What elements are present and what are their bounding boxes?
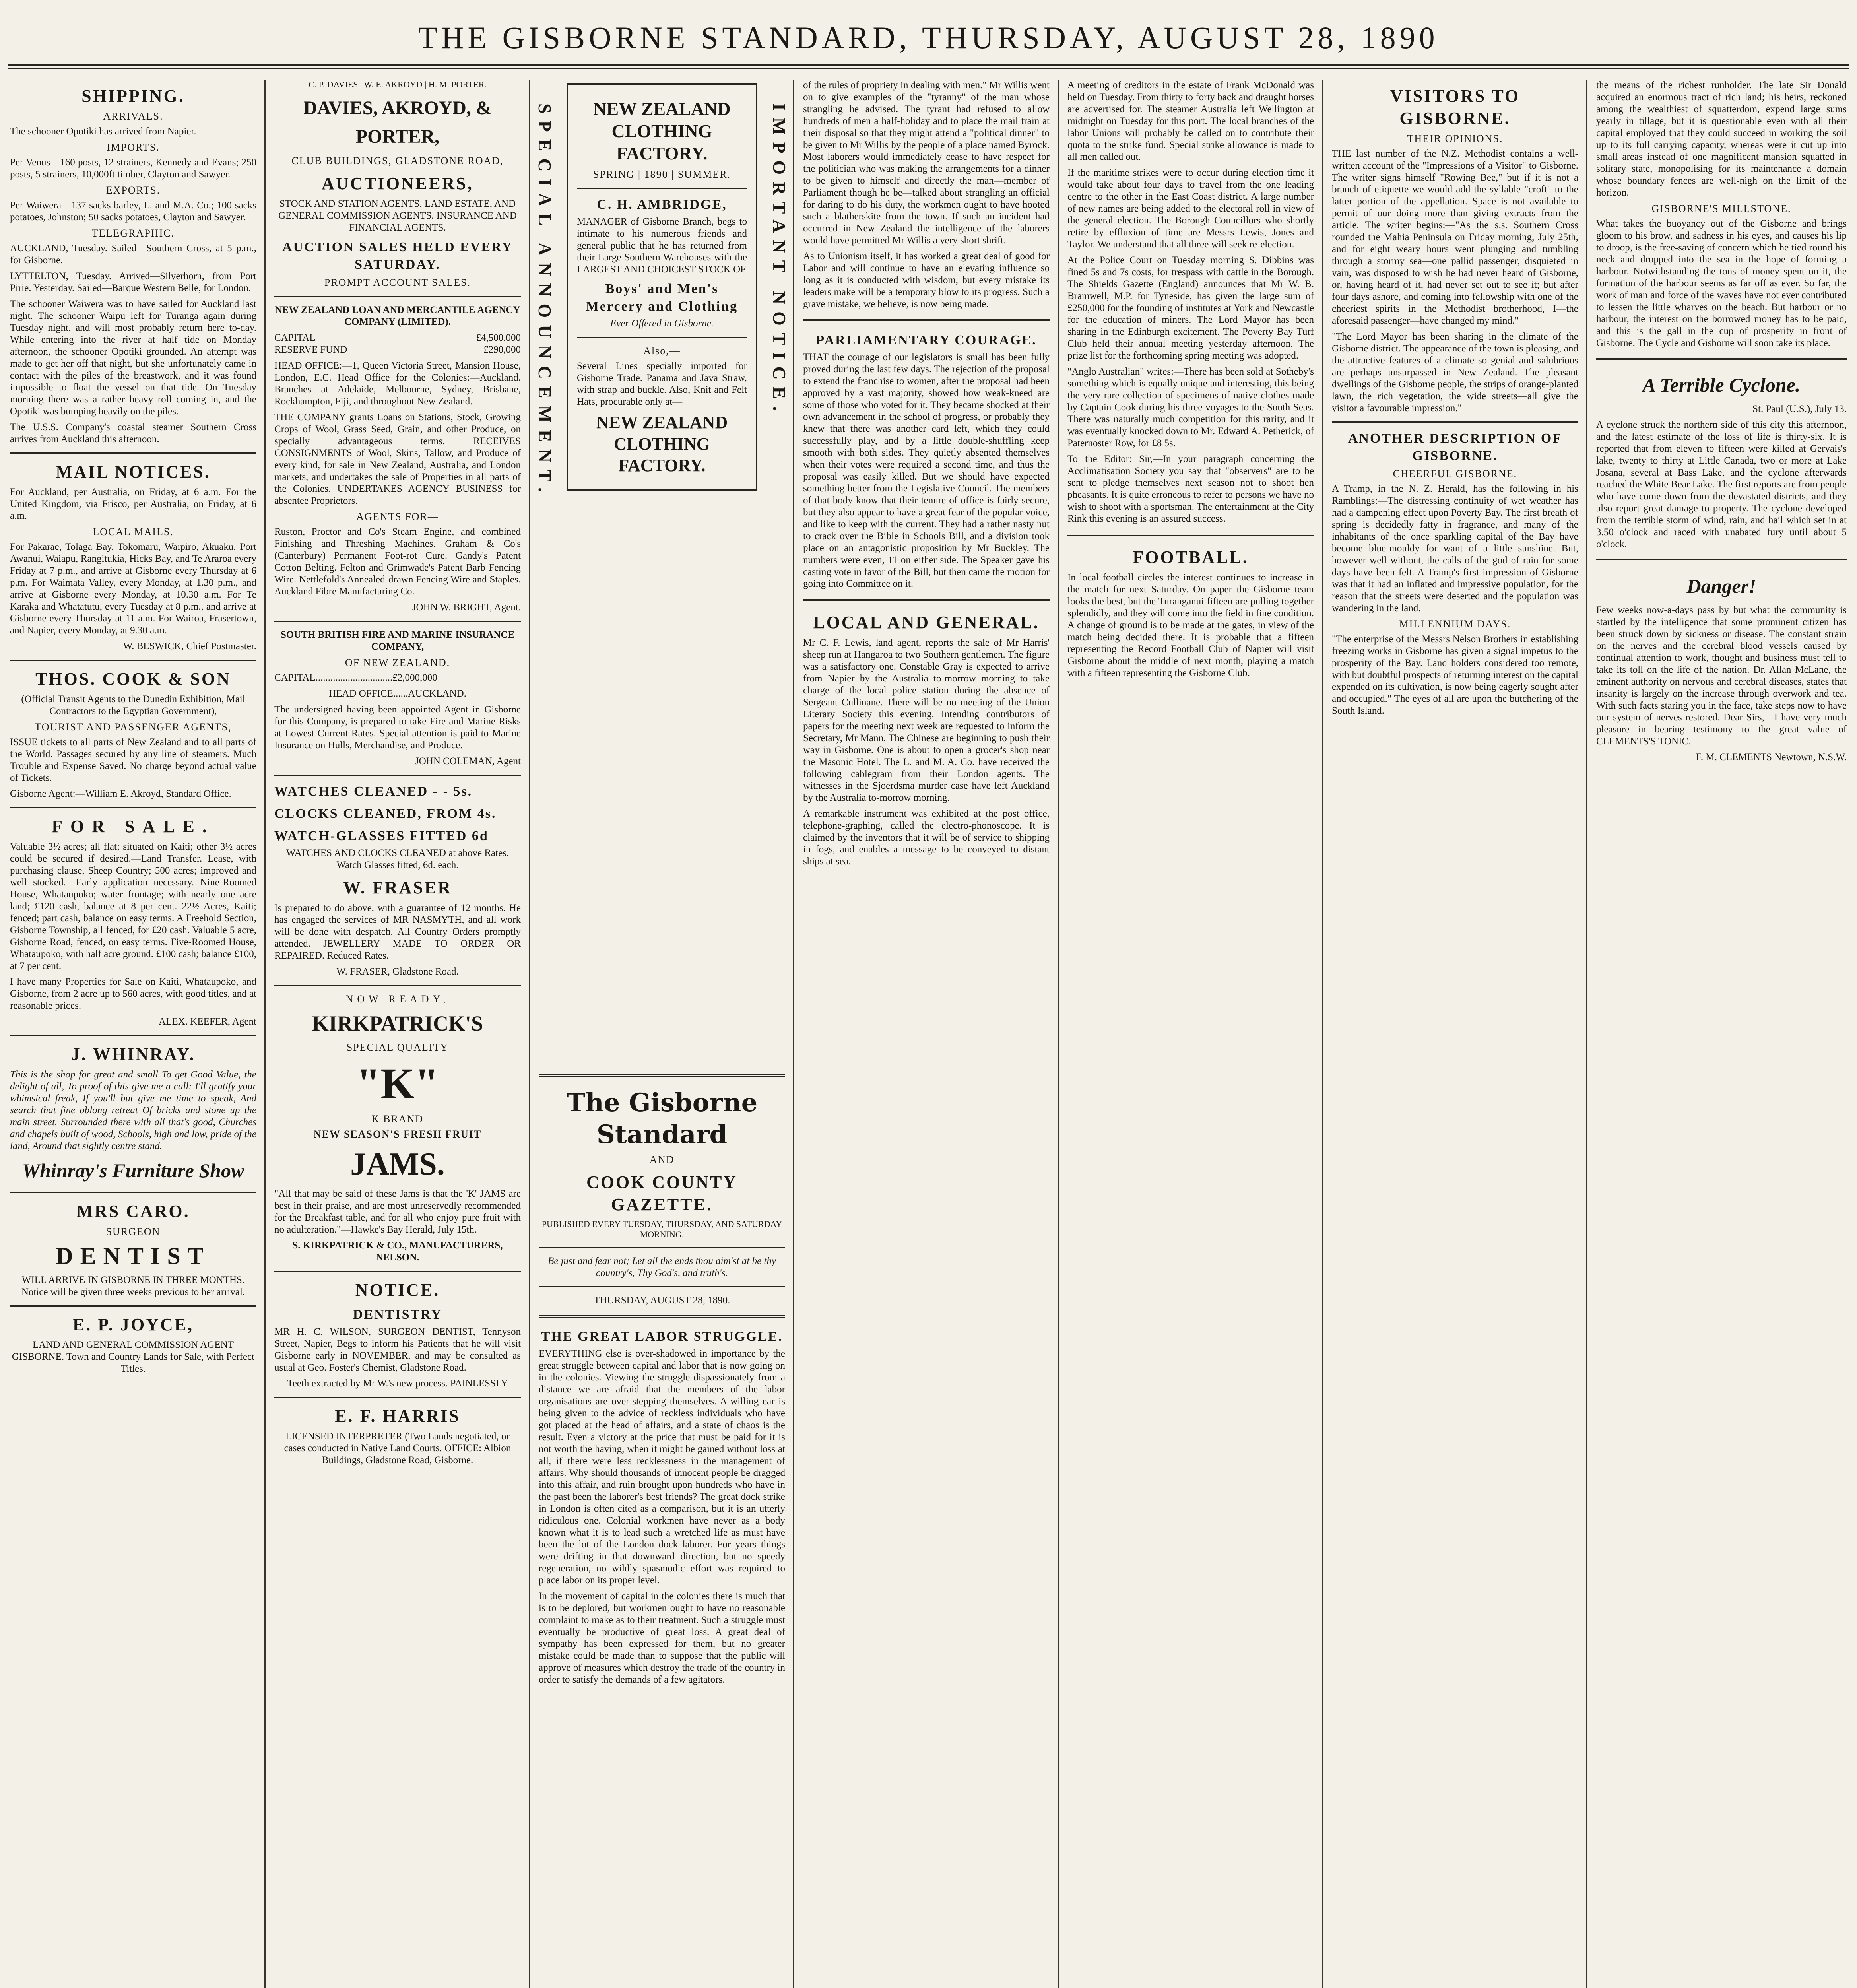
separator — [539, 1315, 785, 1319]
separator — [539, 1247, 785, 1248]
separator — [1067, 534, 1314, 538]
local-continued-4: "Anglo Australian" writes:—There has been sold at Sotheby's something which is equally unique and interesting, this being the very rare collection of specimens of native clothes made by Captain Cook during his three voyages to the South Seas. There was naturally much competition for this rarity, and it was eventually knocked down to Mr. Edward A. Petherick, of Paternoster Row, for £8 5s. — [1067, 366, 1314, 448]
kirk-quote: "All that may be said of these Jams is that the 'K' JAMS are best in their praise, and are most unreservedly recommended for the Breakfast table, and for all who enjoy pure fruit with no adulteration."—Hawke's Bay Herald, July 15th. — [274, 1188, 521, 1235]
sbf-heading: SOUTH BRITISH FIRE AND MARINE INSURANCE COMPANY, — [280, 629, 515, 652]
separator — [803, 599, 1050, 603]
shipping-news-2: The U.S.S. Company's coastal steamer Southern Cross arrives from Auckland this afternoon. — [10, 422, 256, 445]
cheerful-heading: CHEERFUL GISBORNE. — [1393, 468, 1517, 480]
clothing-heading: NEW ZEALAND CLOTHING FACTORY. — [593, 99, 731, 163]
firm-prompt: PROMPT ACCOUNT SALES. — [324, 277, 471, 288]
arrivals-heading: ARRIVALS. — [103, 111, 163, 122]
dentist-fee: Teeth extracted by Mr W.'s new process. PAINLESSLY — [287, 1378, 508, 1389]
cook-heading: THOS. COOK & SON — [35, 669, 231, 689]
firm-text: STOCK AND STATION AGENTS, LAND ESTATE, AND GENERAL COMMISSION AGENTS. INSURANCE AND FINANCIAL AGENTS. — [278, 198, 517, 233]
column-7 — [1596, 80, 1847, 1988]
visitors-heading: VISITORS TO GISBORNE. — [1390, 86, 1520, 128]
watch-line-3: WATCH-GLASSES FITTED 6d — [274, 829, 489, 843]
cyclone-dateline: St. Paul (U.S.), July 13. — [1752, 404, 1847, 414]
sbf-capital: CAPITAL...............................£2,000,000 — [274, 672, 437, 683]
separator — [577, 337, 747, 338]
separator — [577, 188, 747, 189]
separator — [274, 1397, 521, 1398]
watch-text: WATCHES AND CLOCKS CLEANED at above Rates. Watch Glasses fitted, 6d. each. — [286, 848, 509, 870]
parliamentary-text: THAT the courage of our legislators is small has been fully proved during the last few days. The rejection of the proposal to extend the franchise to women, after the proposal had been approved by a vast majority, showed how weak-kneed are some of those who voted for it. They became shocked at their own advancement in the school of progress, or probably they knew that there was another card left, which they could successfully play, and by a little double-shuffling keep smooth with both sides. They quietly absented themselves when their votes were required a second time, and thus the proposal was easily killed. But we should have expected something better from the Legislative Council. The members of that body know that their tenure of office is fairly secure, but they also appear to have a great fear of the popular voice, and like to keep with the current. They had a rather nasty nut to crack over the Bible in Schools Bill, and a division took place on an antagonistic proposition by Mr Buckley. The numbers were even, 11 on either side. The Speaker gave his casting vote in favor of the Bill, but then came the motion for going into Committee on it. — [803, 352, 1050, 589]
column-divider — [529, 80, 530, 1988]
masthead-rule-thin — [8, 68, 1849, 69]
separator — [10, 1035, 256, 1036]
millennium-heading: MILLENNIUM DAYS. — [1399, 618, 1511, 630]
sbf-office: HEAD OFFICE......AUCKLAND. — [329, 688, 466, 699]
telegraphic-2: LYTTELTON, Tuesday. Arrived—Silverhorn, from Port Pirie. Yesterday. Sailed—Barque Western Belle, for London. — [10, 271, 256, 293]
paper-title: The Gisborne Standard — [566, 1088, 758, 1149]
millstone-text: What takes the buoyancy out of the Gisborne and brings gloom to his brow, and sadness in his eyes, and causes his lip to droop, is the free-saving of concern which he tied round his neck and dropped into the sea in the hope of forming a harbour. Notwithstanding the tons of money spent on it, the formation of the harbour seems as far off as ever. So far, the work of man and force of the waves have not ever contributed to lessen the little wharves on the beach. But harbour or no harbour, the interest on the borrowed money has to be paid, and this is the gall in the cup of prosperity in front of Gisborne. The Cycle and Gisborne will soon take its place. — [1596, 218, 1847, 348]
local-continued-3: At the Police Court on Tuesday morning S. Dibbins was fined 5s and 7s costs, for trespass with cattle in the Borough. The Shields Gazette (England) announces that Mr W. B. Bramwell, M.P. for Tyneside, has given the large sum of £250,000 for the founding of institutes at York and Newcastle for the education of miners. The Lord Mayor has been sharing in the Edinburgh excitement. The Poverty Bay Turf Club held their annual meeting yesterday afternoon. The prize list for the forthcoming spring meeting was adopted. — [1067, 255, 1314, 361]
kirk-maker: S. KIRKPATRICK & CO., MANUFACTURERS, NELSON. — [292, 1240, 503, 1263]
column-3 — [535, 80, 790, 1988]
exports-heading: EXPORTS. — [106, 184, 161, 196]
watch-line-2: CLOCKS CLEANED, FROM 4s. — [274, 806, 497, 821]
local-mails-text: For Pakarae, Tolaga Bay, Tokomaru, Waipiro, Akuaku, Port Awanui, Waiapu, Rangitukia, Hicks Bay, and Te Araroa every Friday at 7 p.m., and arrive at Gisborne every Thursday at 6 p.m. For Waimata Valley, every Monday, at 1.30 p.m., and arrive at Gisborne every Monday, at 10.30 a.m. For Te Karaka and Whatatutu, every Tuesday at 8 p.m., and arrive at Gisborne every Thursday at 11 a.m. For Wairoa, Frasertown, and Napier, every Monday, at 9.30 a.m. — [10, 542, 256, 636]
column-6 — [1332, 80, 1578, 1988]
clothing-manager: C. H. AMBRIDGE, — [597, 197, 727, 212]
whinray-heading: J. WHINRAY. — [71, 1044, 196, 1064]
kirk-jams: JAMS. — [350, 1147, 445, 1182]
paper-date: THURSDAY, AUGUST 28, 1890. — [594, 1295, 730, 1306]
local-continued-5: To the Editor: Sir,—In your paragraph concerning the Acclimatisation Society you say that "observers" are to be sent to pledge themselves next season not to shoot hen pheasants. It is quite erroneous to refer to persons we have no wish to shoot with a sportsman. The entertainment at the City Rink this evening is an assured success. — [1067, 454, 1314, 524]
paper-and: AND — [649, 1154, 675, 1165]
millennium-text: "The enterprise of the Messrs Nelson Brothers in establishing freezing works in Gisborne has given a signal impetus to the prosperity of the Bay. Land holders considered too remote, with but doubtful prospects of returning interest on the capital expended on its cultivation, is now being eagerly sought after and occupied." The eyes of all are upon the butchering of the South Island. — [1332, 634, 1578, 716]
separator — [274, 985, 521, 986]
mail-heading: MAIL NOTICES. — [56, 462, 211, 481]
column-1 — [10, 80, 256, 1988]
football-text: In local football circles the interest continues to increase in the match for next Saturday. On paper the Gisborne team looks the best, but the Turanganui fifteen are pulling together splendidly, and they will come into the field in fine condition. A change of ground is to be made at the gates, in view of the match being decided there. It is probable that a fifteen representing the Record Football Club of Napier will visit Gisborne about the middle of next month, playing a match with a fifteen representing the Gisborne Club. — [1067, 572, 1314, 678]
another-description-heading: ANOTHER DESCRIPTION OF GISBORNE. — [1348, 431, 1562, 463]
local-general-heading: LOCAL AND GENERAL. — [813, 613, 1040, 632]
dentistry-heading: DENTISTRY — [353, 1307, 442, 1322]
firm-role: AUCTIONEERS, — [322, 174, 473, 193]
caro-heading: MRS CARO. — [76, 1202, 190, 1221]
visitors-text-2: "The Lord Mayor has been sharing in the climate of the Gisborne district. The appearance of the town is pleasing, and the attractive features of a climate so genial and salubrious are perhaps unsurpassed in New Zealand. The pleasant dwellings of the Gisborne people, the strips of orange-planted lawn, the rich vegetation, the wide streets—all give the visitor a favourable impression." — [1332, 331, 1578, 414]
reserve-label: RESERVE FUND — [274, 344, 347, 355]
fraser-heading: W. FRASER — [343, 878, 452, 897]
visitors-continued: the means of the richest runholder. The late Sir Donald acquired an enormous tract of rich land; his heirs, reckoned among the wealthiest of squatterdom, expend large sums yearly in tillage, but it is questionable even with all their capital employed that they could succeed in working the soil up to its full carrying capacity, whereas were it cut up into small areas instead of one magnificent mansion squatted in solitary state, monopolising for its maintenance a domain whose boundary fences are well-nigh on the limit of the horizon. — [1596, 80, 1847, 198]
parliamentary-heading: PARLIAMENTARY COURAGE. — [816, 333, 1037, 348]
fraser-text: Is prepared to do above, with a guarantee of 12 months. He has engaged the services of MR NASMYTH, and all work will be done with despatch. All Country Orders promptly attended. JEWELLERY MADE TO ORDER OR REPAIRED. Reduced Rates. — [274, 903, 521, 961]
clothing-offered: Ever Offered in Gisborne. — [610, 318, 714, 329]
capital-label: CAPITAL — [274, 332, 316, 343]
kirk-heading: KIRKPATRICK'S — [312, 1011, 483, 1035]
cook-subheading: (Official Transit Agents to the Dunedin Exhibition, Mail Contractors to the Egyptian Government), — [21, 694, 245, 716]
shipping-news: The schooner Waiwera was to have sailed for Auckland last night. The schooner Waipu left for Turanga again during Tuesday night, and will most probably return here to-day. While entering into the river at half tide on Monday afternoon, the schooner Opotiki grounded. An attempt was made to get her off that night, but she unfortunately came in contact with the piles of the breastwork, and it was found impossible to float the vessel on that tide. On Tuesday morning there was a rather heavy roll coming in, and the Opotiki was bumping heavily on the piles. — [10, 299, 256, 417]
masthead: THE GISBORNE STANDARD, THURSDAY, AUGUST 28, 1890 — [418, 20, 1439, 55]
harris-text: LICENSED INTERPRETER (Two Lands negotiated, or cases conducted in Native Land Courts. OFFICE: Albion Buildings, Gladstone Road, Gisborne. — [284, 1431, 511, 1466]
telegraphic-heading: TELEGRAPHIC. — [91, 227, 175, 239]
separator — [10, 452, 256, 454]
firm-address: CLUB BUILDINGS, GLADSTONE ROAD, — [291, 155, 504, 167]
imports-heading: IMPORTS. — [107, 142, 160, 153]
whinray-show: Whinray's Furniture Show — [22, 1159, 244, 1182]
danger-signature: F. M. CLEMENTS Newtown, N.S.W. — [1696, 752, 1847, 763]
struggle-text-2: In the movement of capital in the colonies there is much that is to be deplored, but workmen ought to have no reasonable complaint to make as to their treatment. Such a struggle must eventually be productive of great loss. A great deal of sympathy has been expressed for them, but no greater mistake could be made than to suppose that the public will approve of measures which destroy the trade of the country in order to satisfy the demands of a few agitators. — [539, 1591, 785, 1685]
nzl-capital-row — [274, 332, 521, 344]
opinions-heading: THEIR OPINIONS. — [1407, 133, 1503, 144]
column-divider — [264, 80, 266, 1988]
separator — [539, 1074, 785, 1078]
vertical-banner-left: SPECIAL ANNOUNCEMENT. — [535, 103, 555, 499]
arrivals-text: The schooner Opotiki has arrived from Napier. — [10, 126, 196, 137]
agents-heading: AGENTS FOR— — [356, 511, 439, 522]
clothing-ad-region — [535, 80, 790, 1066]
notice-heading: NOTICE. — [355, 1280, 440, 1300]
local-continued-2: If the maritime strikes were to occur during election time it would take about four days to travel from the one leading centre to the other in the East Coast district. A large number of new names are being added to the electoral roll in view of the general election. The Borough Councillors who shortly retire by effluxion of time are Messrs Lewis, Jones and Taylor. We understand that all three will seek re-election. — [1067, 167, 1314, 250]
nzl-text: HEAD OFFICE:—1, Queen Victoria Street, Mansion House, London, E.C. Head Office for the Colonies:—Auckland. Branches at Adelaide, Melbourne, Sydney, Brisbane, Rockhampton, Fiji, and throughout New Zealand. — [274, 360, 521, 407]
capital-value: £4,500,000 — [476, 332, 521, 343]
sbf-signature: JOHN COLEMAN, Agent — [415, 756, 521, 767]
labor-unionism: As to Unionism itself, it has worked a great deal of good for Labor and will continue to have an elevating influence so long as it is conducted with wisdom, but every mistake its leaders make will be a temporary blow to its progress. Such a grave mistake, we believe, is now being made. — [803, 251, 1050, 309]
separator — [10, 807, 256, 808]
column-divider — [1322, 80, 1323, 1988]
separator — [274, 1271, 521, 1272]
dentist-text: MR H. C. WILSON, SURGEON DENTIST, Tennyson Street, Napier, Begs to inform his Patients that he will visit Gisborne early in NOVEMBER, and may be consulted as usual at Geo. Foster's Chemist, Gladstone Road. — [274, 1326, 521, 1373]
clothing-ad-box — [567, 83, 757, 491]
reserve-value: £290,000 — [483, 344, 521, 355]
cyclone-text: A cyclone struck the northern side of this city this afternoon, and the latest estimate of the loss of life is thirty-six. It is reported that from eleven to fifteen were killed at Gervais's lake, twenty to thirty at Little Canada, two or more at Lake Josana, several at Bass Lake, and the cyclone afterwards reached the White Bear Lake. The first reports are from people who have come down from the devastated districts, and they also report great damage to property. The cyclone developed from the terrible storm of wind, rain, and hail which set in at 3.50 o'clock and raced with unabated fury until about 5 o'clock. — [1596, 419, 1847, 549]
labor-continued: of the rules of propriety in dealing with men." Mr Willis went on to give examples of the "tyranny" of the man whose strangling he advised. The tyrant had refused to allow hundreds of men a half-holiday and to place the mail train at their disposal so that they might attend a "political dinner" to be given to Mr Willis by the people of a place named Byrock. Most laborers would immediately cease to have respect for the politician who was making the arrangements for a dinner to be given to himself and directly the man—member of Parliament though he be—talked about strangling an official for daring to do his duty, the workmen ought to have hooted such a blatherskite from the town. If such an incident had occurred in New Zealand the intelligence of the laborers would have permitted Mr Willis a very short shrift. — [803, 80, 1050, 246]
watch-line-1: WATCHES CLEANED - - 5s. — [274, 784, 473, 799]
sbf-text: The undersigned having been appointed Agent in Gisborne for this Company, is prepared to take Fire and Marine Risks at Lowest Current Rates. Special attention is paid to Marine Insurance on Hulls, Merchandise, and Produce. — [274, 704, 521, 751]
caro-text: WILL ARRIVE IN GISBORNE IN THREE MONTHS. Notice will be given three weeks previous to her arrival. — [21, 1275, 245, 1297]
sale-signature: ALEX. KEEFER, Agent — [159, 1016, 256, 1027]
mail-text: For Auckland, per Australia, on Friday, at 6 a.m. For the United Kingdom, via Frisco, per Australia, on Friday, at 6 a.m. — [10, 487, 256, 521]
column-5 — [1067, 80, 1314, 1988]
shipping-heading: SHIPPING. — [81, 86, 185, 106]
millstone-heading: GISBORNE'S MILLSTONE. — [1651, 203, 1791, 214]
cyclone-heading: A Terrible Cyclone. — [1642, 374, 1801, 396]
kirk-now-ready: NOW READY, — [345, 993, 450, 1005]
separator — [10, 1305, 256, 1307]
nzl-text-2: THE COMPANY grants Loans on Stations, Stock, Growing Crops of Wool, Grass Seed, Grain, and other Produce, on specially advantageous terms. RECEIVES CONSIGNMENTS of Wool, Skins, Tallow, and Produce of every kind, for sale in New Zealand, Australia, and London markets, and undertakes the sale of Properties in all parts of the Colonies. UNDERTAKES AGENCY BUSINESS for absentee Proprietors. — [274, 412, 521, 506]
local-mails-heading: LOCAL MAILS. — [93, 526, 174, 538]
masthead-rule — [8, 64, 1849, 66]
paper-motto: Be just and fear not; Let all the ends thou aim'st at be thy country's, Thy God's, and truth's. — [547, 1256, 776, 1278]
local-general-text-2: A remarkable instrument was exhibited at the post office, telephone-graphing, called the electro-phonoscope. It is claimed by the inventors that it will be of service to shipping in fogs, and enables a message to be conveyed to distant ships at sea. — [803, 808, 1050, 867]
separator — [1596, 358, 1847, 362]
separator — [10, 660, 256, 661]
cook-agent: Gisborne Agent:—William E. Akroyd, Standard Office. — [10, 788, 231, 799]
joyce-text: LAND AND GENERAL COMMISSION AGENT GISBORNE. Town and Country Lands for Sale, with Perfect Titles. — [12, 1340, 255, 1374]
sale-footer: I have many Properties for Sale on Kaiti, Whataupoko, and Gisborne, from 2 acre up to 560 acres, with good titles, and at reasonable prices. — [10, 977, 256, 1011]
fraser-signature: W. FRASER, Gladstone Road. — [336, 966, 459, 977]
column-divider — [1586, 80, 1587, 1988]
column-divider — [793, 80, 794, 1988]
joyce-heading: E. P. JOYCE, — [72, 1315, 194, 1334]
separator — [10, 1192, 256, 1193]
telegraphic-1: AUCKLAND, Tuesday. Sailed—Southern Cross, at 5 p.m., for Gisborne. — [10, 243, 256, 266]
local-general-text: Mr C. F. Lewis, land agent, reports the sale of Mr Harris' sheep run at Hangaroa to two Southern gentlemen. The figure was a satisfactory one. Constable Gray is expected to arrive from Napier by the Australia to-morrow morning to take charge of the local police station during the absence of Sergeant Cullinane. There will be no meeting of the Union Literary Society this evening. Intending contributors of papers for the meeting next week are requested to inform the Secretary, Mr Mann. The Chinese are beginning to push their way in Gisborne. One is about to open a grocer's shop near the Masonic Hotel. The L. and M. A. Co. have received the following cablegram from their London agents. The witnesses in the Sjoerdsma murder case have left Auckland by the Australia to-morrow morning. — [803, 637, 1050, 803]
danger-heading: Danger! — [1686, 575, 1756, 597]
clothing-season: SPRING | 1890 | SUMMER. — [593, 169, 731, 180]
firm-sales: AUCTION SALES HELD EVERY SATURDAY. — [282, 240, 513, 272]
another-text: A Tramp, in the N. Z. Herald, has the following in his Ramblings:—The distressing continuity of wet weather has had a dampening effect upon Poverty Bay. The first breath of spring is decidedly fatty in fragrance, and many of the inhabitants of the once sparkling capital of the Bay have become blue-mouldy for want of a little sunshine. But, however well without, the calls of the god of rain for some days have been felt. A Tramp's first impression of Gisborne was that it had an inflated and impressive population, for the reason that the streets were deserted and the population was wandering in the land. — [1332, 483, 1578, 613]
local-continued-1: A meeting of creditors in the estate of Frank McDonald was held on Tuesday. From thirty to forty back and draught horses are advertised for. The steamer Australia left Wellington at midnight on Tuesday for this port. The local branches of the labor Unions will probably be called on to contribute their quota to the strike fund. Special strike allowance is made to all men called out. — [1067, 80, 1314, 162]
vertical-banner-right: IMPORTANT NOTICE. — [769, 103, 790, 418]
danger-text: Few weeks now-a-days pass by but what the community is startled by the intelligence that some prominent citizen has been struck down by sickness or disease. The constant strain on the nerves and the cerebral blood vessels caused by continual attention to work, thought and business must tell to take its toll on the life of the nation. Dr. Allan McLane, the eminent authority on nervous and cerebral diseases, states that insanity is largely on the increase through overwork and tea. With such facts staring you in the face, take steps now to have our system of nerves restored. Dear Sirs,—I have very much pleasure in bearing testimony to the great value of CLEMENTS'S TONIC. — [1596, 605, 1847, 747]
firm-partners: C. P. DAVIES | W. E. AKROYD | H. M. PORTER. — [309, 80, 487, 89]
harris-heading: E. F. HARRIS — [335, 1406, 460, 1426]
cook-tourist: TOURIST AND PASSENGER AGENTS, — [35, 721, 232, 733]
football-heading: FOOTBALL. — [1133, 547, 1249, 567]
imports-text: Per Venus—160 posts, 12 strainers, Kennedy and Evans; 250 posts, 5 strainers, 10,000ft timber, Clayton and Sawyer. — [10, 157, 256, 180]
agents-text: Ruston, Proctor and Co's Steam Engine, and combined Finishing and Threshing Machines. Graham & Co's (Canterbury) Permanent Foot-rot Cure. Gandy's Patent Cotton Belting. Felton and Grimwade's Patent Barb Fencing Wire. Nettlefold's Annealed-drawn Fencing Wire and Staples. Auckland Fibre Manufacturing Co. — [274, 526, 521, 597]
agents-signature: JOHN W. BRIGHT, Agent. — [412, 602, 521, 613]
nzl-heading: NEW ZEALAND LOAN AND MERCANTILE AGENCY COMPANY (LIMITED). — [275, 305, 520, 327]
separator — [274, 621, 521, 622]
separator — [1332, 421, 1578, 423]
struggle-text: EVERYTHING else is over-shadowed in importance by the great struggle between capital and labor that is now going on in the colonies. Viewing the struggle dispassionately from a distance we are afraid that the members of the labor organisations are over-stepping themselves. A willing ear is being given to the advice of reckless individuals who have got placed at the head of affairs, and a state of chaos is the result. Even a victory at the price that must be paid for it is not worth the having, when it might be gained without loss at all, if there were less recklessness in the management of affairs. Why should thousands of innocent people be dragged into this affair, and ruin brought upon hundreds who have in the past been the laborer's best friends? The great dock strike in London is often cited as a comparison, but it is an utterly ridiculous one. Colonial workmen have never as a body known what it is to lead such a wretched life as must have been the lot of the London dock laborer. For years things were drifting in that downward direction, but no speedy regeneration, no wildly spasmodic effort was required to place labor on its proper level. — [539, 1348, 785, 1586]
kirk-k-logo: "K" — [356, 1059, 439, 1108]
column-2 — [274, 80, 521, 1988]
caro-dentist: DENTIST — [56, 1243, 211, 1269]
exports-text: Per Waiwera—137 sacks barley, L. and M.A. Co.; 100 sacks potatoes, Johnston; 50 sacks potatoes, Clayton and Sawyer. — [10, 200, 256, 223]
cook-text: ISSUE tickets to all parts of New Zealand and to all parts of the World. Passages secured by any line of steamers. Much Trouble and Expense Saved. No charge beyond actual value of Tickets. — [10, 737, 256, 783]
kirk-special: SPECIAL QUALITY — [346, 1042, 449, 1053]
mail-signature: W. BESWICK, Chief Postmaster. — [123, 641, 256, 652]
kirk-brand: K BRAND — [371, 1113, 424, 1125]
struggle-heading: THE GREAT LABOR STRUGGLE. — [541, 1329, 783, 1344]
separator — [274, 296, 521, 297]
column-4 — [803, 80, 1050, 1988]
clothing-also: Also,— — [643, 345, 681, 357]
separator — [803, 319, 1050, 323]
separator — [539, 1286, 785, 1287]
sale-text: Valuable 3½ acres; all flat; situated on Kaiti; other 3½ acres could be secured if desired.—Land Transfer. Lease, with purchasing clause, Sheep Country; 500 acres; improved and well stocked.—Early application necessary. Nine-Roomed House, Whataupoko; water frontage; with nearly one acre land; £120 cash, balance at 8 per cent. 22½ Acres, Kaiti; fenced; part cash, balance on easy terms. A Freehold Section, Gisborne Township, all fenced, for £20 cash. Valuable 5 acre, Gisborne Road, fenced, on easy terms. Five-Roomed House, Whataupoko, with half acre ground. £100 cash; balance £100, at 7 per cent. — [10, 841, 256, 971]
firm-heading: DAVIES, AKROYD, & PORTER, — [303, 97, 492, 147]
sbf-subheading: OF NEW ZEALAND. — [345, 657, 450, 668]
clothing-text-2: Several Lines specially imported for Gisborne Trade. Panama and Java Straw, with strap and buckle. Also, Knit and Felt Hats, procurable only at— — [577, 361, 747, 407]
paper-publication: PUBLISHED EVERY TUESDAY, THURSDAY, AND SATURDAY MORNING. — [541, 1219, 782, 1239]
separator — [1596, 559, 1847, 563]
paper-subtitle: COOK COUNTY GAZETTE. — [586, 1173, 738, 1214]
caro-subheading: SURGEON — [106, 1226, 161, 1237]
kirk-season: NEW SEASON'S FRESH FRUIT — [313, 1128, 482, 1140]
whinray-poem: This is the shop for great and small To get Good Value, the delight of all, To proof of this give me a call: I'll gratify your whimsical freak, If you'll but give me time to speak, And search that fine oblong retreat Of bricks and stone up the main street. Surrounded there with all that's good, Churches and chapels built of wood, Schools, high and low, pride of the land, Around that sightly centre stand. — [10, 1069, 256, 1151]
clothing-footer: NEW ZEALAND CLOTHING FACTORY. — [596, 413, 728, 475]
visitors-text: THE last number of the N.Z. Methodist contains a well-written account of the "Impressions of a Visitor" to Gisborne. The writer signs himself "Rowing Bee," but if it is not a branch of etiquette we would add the syllable "croft" to the latter portion of the appellation. Space is not available to permit of our doing more than giving extracts from the article. The writer begins:—"As the s.s. Southern Cross rounded the Mahia Peninsula on Friday morning, July 25th, and for eight weary hours went plunging and tumbling through a stormy sea—one pallid passenger, disquieted in vain, was disposed to wish he had never heard of Gisborne, or, having heard of it, had never set out to see it; but after four days ashore, and coming into fellowship with one of the cheeriest spirits in the Methodist brotherhood, I—the aforesaid passenger—have changed my mind." — [1332, 148, 1578, 326]
sale-heading: FOR SALE. — [52, 817, 215, 836]
nzl-reserve-row — [274, 344, 521, 356]
clothing-text: MANAGER of Gisborne Branch, begs to intimate to his numerous friends and general public that he has returned from their Large Southern Warehouses with the LARGEST AND CHOICEST STOCK OF — [577, 216, 747, 275]
column-divider — [1058, 80, 1059, 1988]
clothing-boys: Boys' and Men's Mercery and Clothing — [586, 282, 738, 314]
separator — [274, 775, 521, 776]
